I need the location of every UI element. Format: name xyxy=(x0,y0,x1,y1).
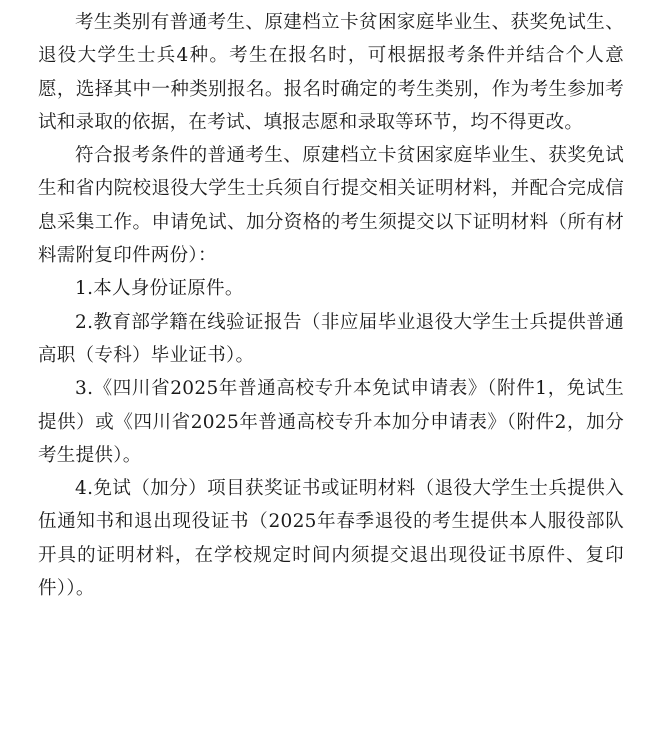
paragraph-required-materials: 符合报考条件的普通考生、原建档立卡贫困家庭毕业生、获奖免试生和省内院校退役大学生士兵须自行提交相关证明材料，并配合完成信息采集工作。申请免试、加分资格的考生须提交以下证明材料（所有材料需附复印件两份）： xyxy=(38,145,624,267)
list-item-enrollment-report: 2.教育部学籍在线验证报告（非应届毕业退役大学生士兵提供普通高职（专科）毕业证书）。 xyxy=(38,311,624,366)
document-body xyxy=(38,6,624,605)
list-item-application-forms: 3.《四川省2025年普通高校专升本免试申请表》（附件1，免试生提供）或《四川省2025年普通高校专升本加分申请表》（附件2，加分考生提供）。 xyxy=(38,378,624,466)
list-item-id-card: 1.本人身份证原件。 xyxy=(75,278,244,300)
paragraph-candidate-categories: 考生类别有普通考生、原建档立卡贫困家庭毕业生、获奖免试生、退役大学生士兵4种。考生在报名时，可根据报考条件并结合个人意愿，选择其中一种类别报名。报名时确定的考生类别，作为考生参加考试和录取的依据，在考试、填报志愿和录取等环节，均不得更改。 xyxy=(38,12,624,133)
list-item-award-certificates: 4.免试（加分）项目获奖证书或证明材料（退役大学生士兵提供入伍通知书和退出现役证书（2025年春季退役的考生提供本人服役部队开具的证明材料，在学校规定时间内须提交退出现役证书原件、复印件））。 xyxy=(38,478,624,600)
